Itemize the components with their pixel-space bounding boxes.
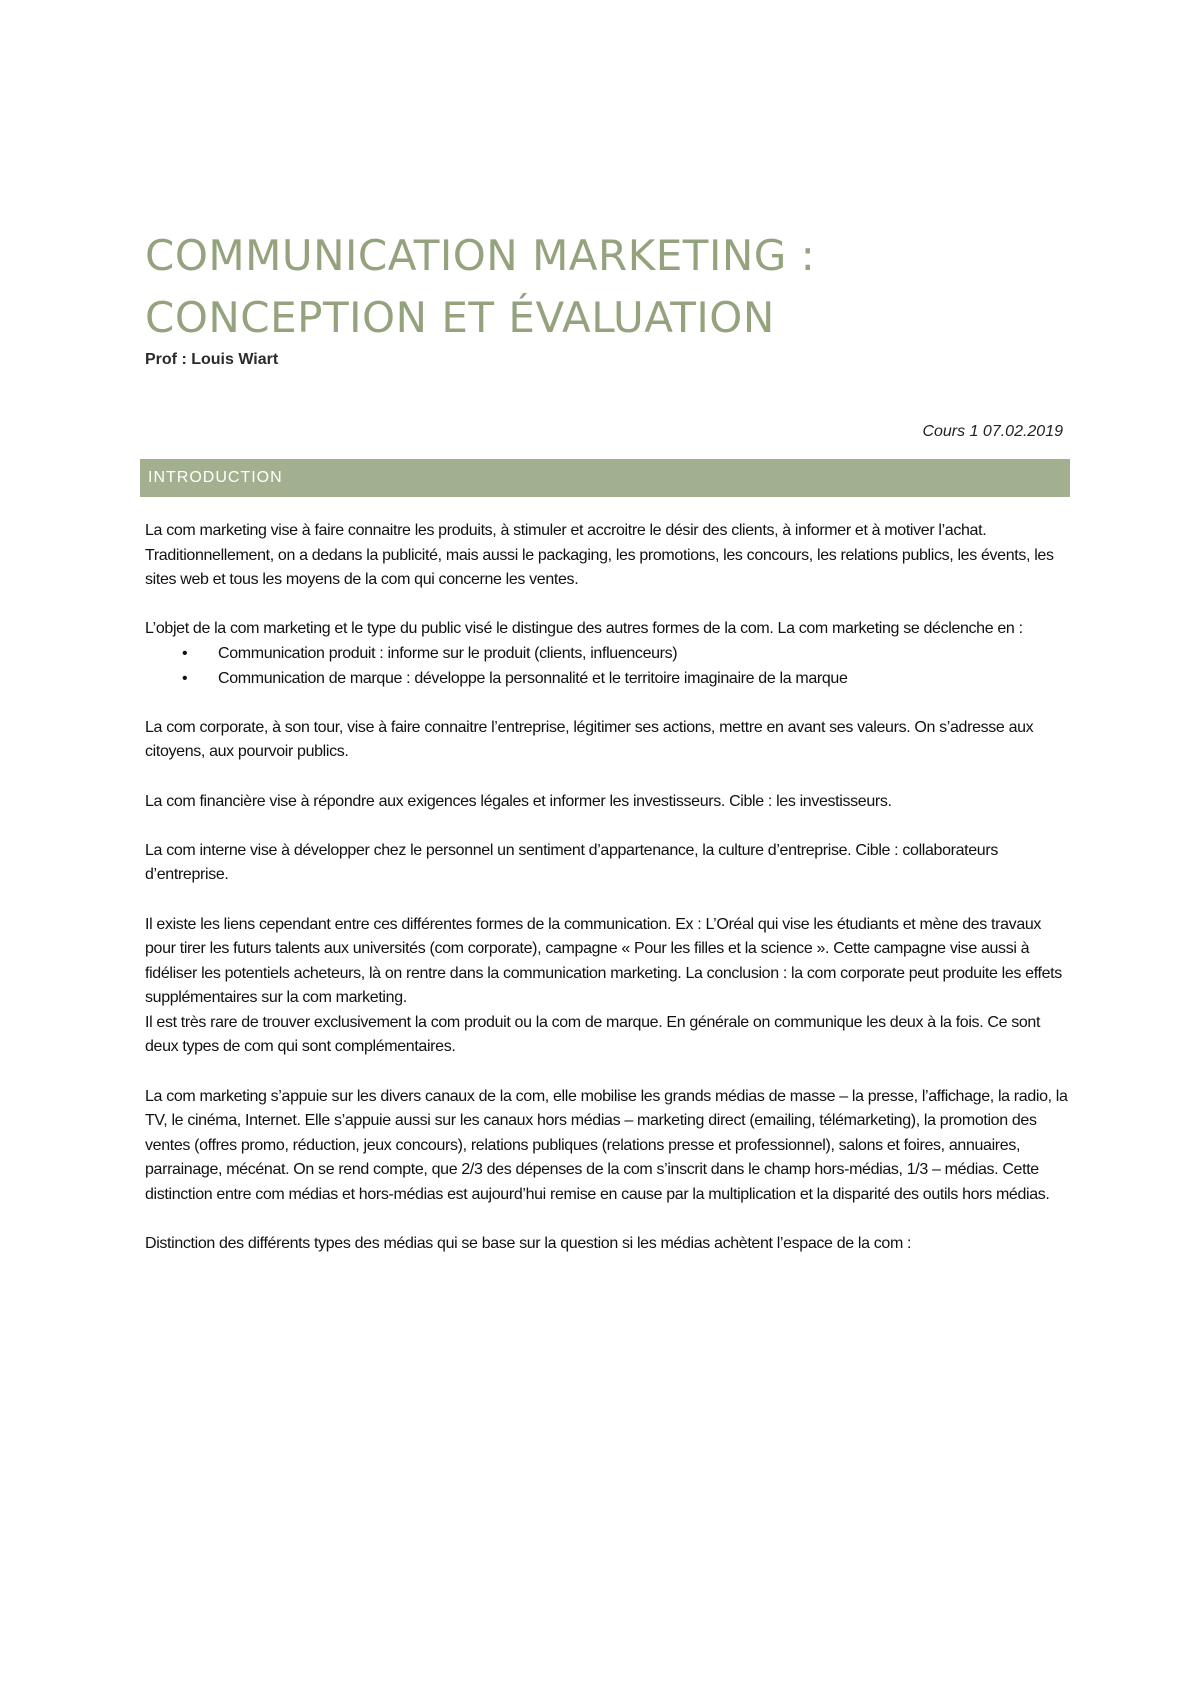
paragraph-object: L’objet de la com marketing et le type du public visé le distingue des autres formes de la com. La com marketing se déclenche en :: [145, 620, 1023, 638]
bullet-list: [145, 642, 1070, 691]
paragraph-links: Il existe les liens cependant entre ces différentes formes de la communication. Ex : L’Oréal qui vise les étudiants et mène des travaux pour tirer les futurs talents aux universités (com corporate), campagne « Pour les filles et la science ». Cette campagne vise aussi à fidéliser les potentiels acheteurs, là on rentre dans la communication marketing. La conclusion : la com corporate peut produite les effets supplémentaires sur la com marketing.: [145, 915, 1062, 1007]
section-heading-bar: [140, 459, 1070, 497]
title-line-2: CONCEPTION ET ÉVALUATION: [145, 293, 775, 342]
paragraph-internal: La com interne vise à développer chez le personnel un sentiment d’appartenance, la culture d’entreprise. Cible : collaborateurs d’entreprise.: [145, 841, 998, 884]
list-item: • Communication de marque : développe la personnalité et le territoire imaginaire de la marque: [145, 667, 1070, 692]
professor-name: Prof : Louis Wiart: [145, 351, 279, 368]
document-content: [145, 225, 1070, 1281]
document-title: [145, 225, 1070, 349]
paragraph-media-types: Distinction des différents types des médias qui se base sur la question si les médias achètent l’espace de la com :: [145, 1235, 912, 1253]
title-line-1: COMMUNICATION MARKETING :: [145, 231, 816, 280]
paragraph-intro: La com marketing vise à faire connaitre les produits, à stimuler et accroitre le désir des clients, à informer et à motiver l’achat. Traditionnellement, on a dedans la publicité, mais aussi le packaging, les promotions, les concours, les relations publics, les évents, les sites web et tous les moyens de la com qui concerne les ventes.: [145, 522, 1054, 589]
section-body: [145, 519, 1070, 1257]
section-heading: INTRODUCTION: [148, 469, 283, 486]
paragraph-channels: La com marketing s’appuie sur les divers canaux de la com, elle mobilise les grands médias de masse – la presse, l’affichage, la radio, la TV, le cinéma, Internet. Elle s’appuie aussi sur les canaux hors médias – marketing direct (emailing, télémarketing), la promotion des ventes (offres promo, réduction, jeux concours), relations publiques (relations presse et professionnel), salons et foires, annuaires, parrainage, mécénat. On se rend compte, que 2/3 des dépenses de la com s’inscrit dans le champ hors-médias, 1/3 – médias. Cette distinction entre com médias et hors-médias est aujourd’hui remise en cause par la multiplication et la disparité des outils hors médias.: [145, 1087, 1068, 1204]
course-date: Cours 1 07.02.2019: [922, 423, 1063, 440]
paragraph-corporate: La com corporate, à son tour, vise à faire connaitre l’entreprise, légitimer ses actions, mettre en avant ses valeurs. On s’adresse aux citoyens, aux pourvoir publics.: [145, 718, 1034, 761]
paragraph-complementary: Il est très rare de trouver exclusivement la com produit ou la com de marque. En générale on communique les deux à la fois. Ce sont deux types de com qui sont complémentaires.: [145, 1013, 1041, 1056]
list-item: • Communication produit : informe sur le produit (clients, influenceurs): [145, 642, 1070, 667]
paragraph-financial: La com financière vise à répondre aux exigences légales et informer les investisseurs. Cible : les investisseurs.: [145, 792, 892, 810]
